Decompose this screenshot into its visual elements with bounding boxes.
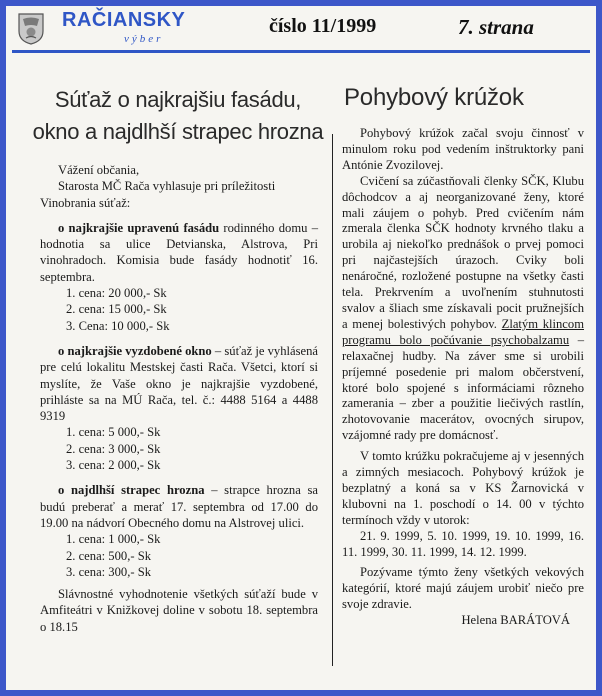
right-paragraph-2-start: Cvičení sa zúčastňovali členky SČK, Klubu dôchodcov a aj neorganizované ženy, ktoré mali záujem o pohyb. Pred cvičením nám zmerala členka SČK hodnoty krvného tlaku a urobila aj niekoľko prednášok o prvej pomoci pri najčastejších úrazoch. Cviky boli nenáročné, rozložené postupne na všetky časti tela. Prekrvením a uvoľnením stuhnutosti svalov a šliach sme získavali pocit pružnejších a menej bolestivých pohybov. [342,173,584,331]
right-paragraph-3: V tomto krúžku pokračujeme aj v jesenných a zimných mesiacoch. Pohybový krúžok je bezplatný a koná sa v KS Žarnovická v klubovni na 1. poschodí o 14. 00 v týchto termínoch vždy v utorok: [342,449,584,527]
newspaper-page [6,6,596,690]
grape-contest-title: o najdlhší strapec hrozna [58,483,205,498]
window-prize-1: 1. cena: 5 000,- Sk [66,425,161,440]
grape-contest [40,482,318,531]
facade-prize-1: 1. cena: 20 000,- Sk [66,286,167,301]
left-headline-line2: okno a najdlhší strapec hrozna [32,119,324,144]
masthead [6,6,596,50]
intro-paragraph: Starosta MČ Rača vyhlasuje pri príležitosti Vinobrania súťaž: [40,179,276,210]
grape-prize-2: 2. cena: 500,- Sk [66,548,151,563]
grape-prize-3: 3. cena: 300,- Sk [66,564,151,579]
column-divider [332,134,333,666]
masthead-subtitle: výber [124,33,164,45]
author-signature: Helena BARÁTOVÁ [461,613,570,628]
facade-contest [40,220,318,285]
facade-prize-2: 2. cena: 15 000,- Sk [66,302,167,317]
window-contest-text: – súťaž je vyhlásená pre celú lokalitu Mestskej časti Rača. Všetci, ktorí si myslíte, že Vaše okno je najkrajšie vyzdobené, prihláste sa na MÚ Rača, tel. č.: 4488 5164 a 4488 9319 [40,343,318,424]
greeting: Vážení občania, [58,163,140,177]
right-paragraph-2-end: – relaxačnej hudby. Na záver sme si urobili príjemné posedenie pri malom občerstvení, ktoré bolo spojené s informáciami rôzneho zamerania – zber a použitie liečivých rastlín, zhotovovanie macerátov, ovocných sirupov, vzájomné rady pre domácnosť. [342,332,584,443]
window-contest [40,343,318,424]
right-headline: Pohybový krúžok [344,84,524,111]
page-number: 7. strana [458,15,534,39]
window-contest-title: o najkrajšie vyzdobené okno [58,343,212,358]
left-headline [28,84,328,148]
issue-number: číslo 11/1999 [269,15,377,37]
window-prize-2: 2. cena: 3 000,- Sk [66,441,161,456]
coat-of-arms-icon [18,13,44,45]
highlight-sentence: Zlatým klincom programu bolo počúvanie psychobalzamu [342,316,584,347]
masthead-title: RAČIANSKY [62,9,186,31]
closing-paragraph: Slávnostné vyhodnotenie všetkých súťaží bude v Amfiteátri v Knižkovej doline v sobotu 18. septembra o 18.15 [40,587,318,634]
right-paragraph-1: Pohybový krúžok začal svoju činnosť v minulom roku pod vedením inštruktorky pani Antónie Zvozilovej. [342,126,584,172]
right-article-body [342,126,584,629]
left-article-body [40,162,318,635]
left-headline-line1: Súťaž o najkrajšiu fasádu, [54,87,302,112]
window-prize-3: 3. cena: 2 000,- Sk [66,458,161,473]
right-paragraph-4: Pozývame týmto ženy všetkých vekových kategórií, ktoré majú záujem urobiť niečo pre svoje zdravie. [342,565,584,612]
right-paragraph-2 [342,174,584,444]
grape-contest-text: – strapce hrozna sa budú preberať a merať 17. septembra od 17.00 do 19.00 na nádvorí Obecného domu na Alstrovej ulici. [40,483,318,530]
masthead-divider [12,50,590,53]
grape-prize-1: 1. cena: 1 000,- Sk [66,532,161,547]
schedule-dates: 21. 9. 1999, 5. 10. 1999, 19. 10. 1999, 16. 11. 1999, 30. 11. 1999, 14. 12. 1999. [342,528,584,559]
facade-contest-text: rodinného domu – hodnotia sa ulice Detvianska, Alstrova, Pri vinohradoch. Komisia bude fasády hodnotiť 16. septembra. [40,220,318,284]
facade-prize-3: 3. Cena: 10 000,- Sk [66,318,170,333]
facade-contest-title: o najkrajšie upravenú fasádu [58,220,220,235]
